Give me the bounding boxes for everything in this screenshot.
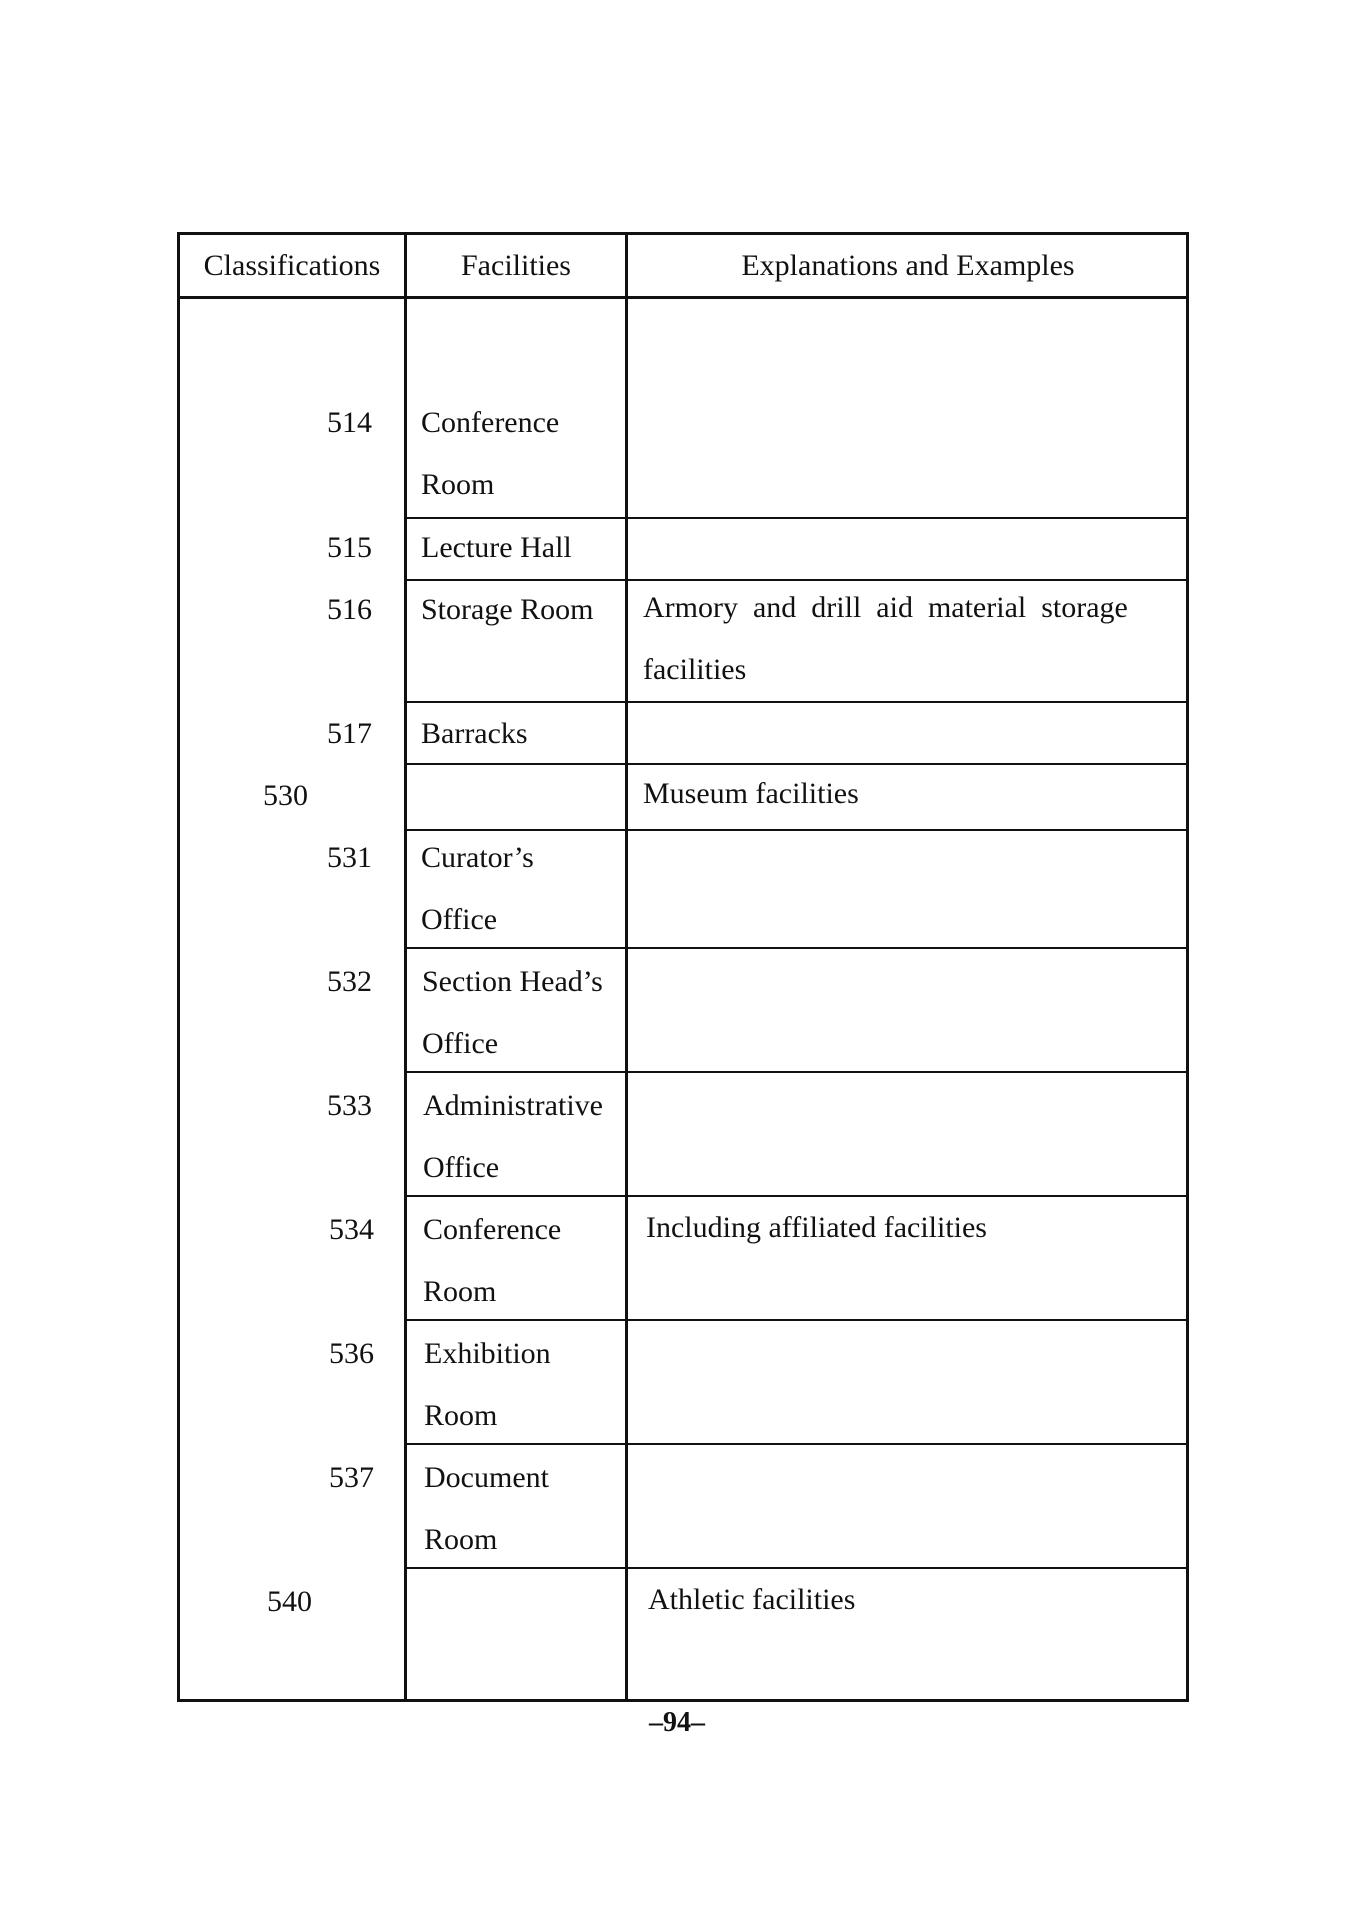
explanation-text: Including affiliated facilities [646,1211,987,1244]
header-facilities: Facilities [461,248,571,282]
classification-code: 514 [327,406,372,439]
facility-name: Storage Room [421,593,594,626]
facility-name: Conference [421,406,560,439]
classification-code: 532 [327,965,372,998]
facility-name: Room [424,1399,498,1432]
row-divider [404,1319,1186,1321]
classification-code: 540 [267,1585,312,1618]
classification-code: 531 [327,841,372,874]
classification-code: 533 [327,1089,372,1122]
column-divider-1 [404,235,407,1699]
explanation-text: Armory and drill aid material storage [643,591,1128,624]
classification-code: 515 [327,531,372,564]
header-explanations: Explanations and Examples [741,248,1075,282]
facility-name: Document [424,1461,549,1494]
classification-code: 517 [327,717,372,750]
facility-name: Administrative [423,1089,603,1122]
row-divider [404,1071,1186,1073]
classification-code: 537 [329,1461,374,1494]
facility-name: Office [423,1151,500,1184]
facility-name: Room [423,1275,497,1308]
facility-name: Office [421,903,498,936]
header-classifications: Classifications [203,248,381,282]
row-divider [404,1443,1186,1445]
classification-code: 534 [329,1213,374,1246]
facility-name: Section Head’s [422,965,603,998]
facility-name: Conference [423,1213,562,1246]
facilities-table [177,232,1189,1702]
facility-name: Curator’s [421,841,534,874]
classification-code: 530 [263,779,308,812]
classification-code: 536 [329,1337,374,1370]
facility-name: Exhibition [424,1337,551,1370]
column-divider-2 [625,235,628,1699]
classification-code: 516 [327,593,372,626]
explanation-text: Athletic facilities [648,1583,856,1616]
table-header-row [180,235,1186,299]
facility-name: Office [422,1027,499,1060]
explanation-text: Museum facilities [643,777,859,810]
facility-name: Lecture Hall [421,531,572,564]
row-divider [404,947,1186,949]
facility-name: Room [421,468,495,501]
explanation-text: facilities [643,653,747,686]
facility-name: Room [424,1523,498,1556]
page-number: –94– [649,1707,705,1738]
facility-name: Barracks [421,717,528,750]
